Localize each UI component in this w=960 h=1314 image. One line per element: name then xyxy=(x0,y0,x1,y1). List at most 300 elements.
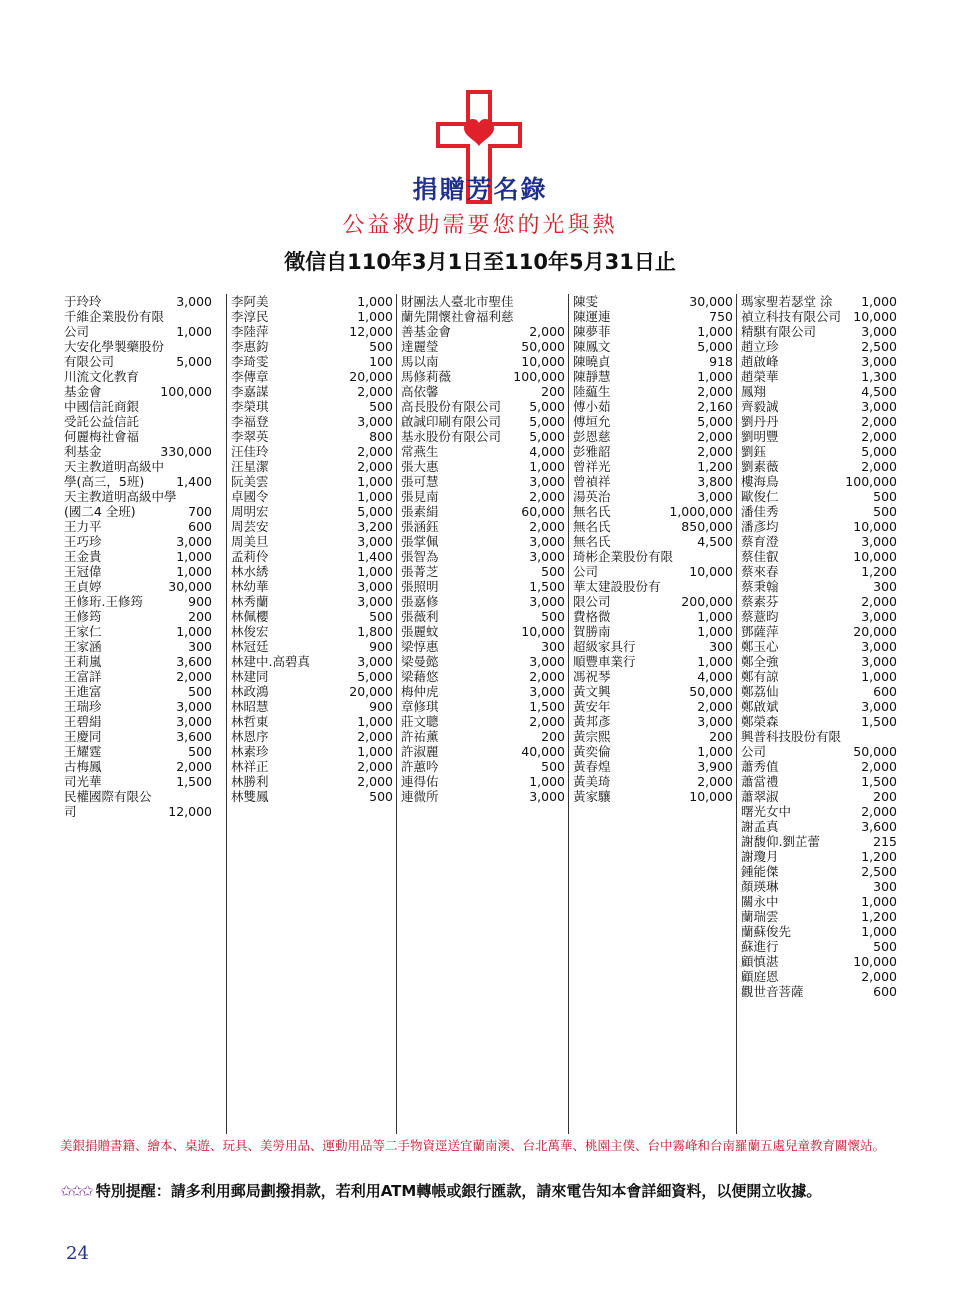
donation-amount: 1,500 xyxy=(529,579,565,594)
donation-amount: 3,000 xyxy=(176,534,212,549)
donation-amount: 500 xyxy=(873,939,897,954)
donor-name: 李榮琪 xyxy=(231,399,269,414)
donor-row xyxy=(227,624,397,639)
donation-amount: 2,000 xyxy=(357,759,393,774)
donor-row xyxy=(737,804,901,819)
donor-row xyxy=(569,399,737,414)
donor-name: 王瑞珍 xyxy=(64,699,102,714)
donor-name: 陳靜慧 xyxy=(573,369,611,384)
donor-name: 李陸萍 xyxy=(231,324,269,339)
donation-amount: 200,000 xyxy=(681,594,733,609)
donation-amount: 3,000 xyxy=(176,714,212,729)
donor-name: 林俊宏 xyxy=(231,624,269,639)
donation-amount: 3,800 xyxy=(697,474,733,489)
donation-amount: 500 xyxy=(369,339,393,354)
donor-row xyxy=(737,324,901,339)
donation-amount: 1,000 xyxy=(176,624,212,639)
donor-row xyxy=(227,294,397,309)
donor-name: 啟誠印刷有限公司 xyxy=(401,414,502,429)
donor-row xyxy=(737,549,901,564)
donor-name: 鄧薩萍 xyxy=(741,624,779,639)
donor-name: 樓海鳥 xyxy=(741,474,779,489)
donation-amount: 3,000 xyxy=(861,324,897,339)
donation-amount: 1,000 xyxy=(357,309,393,324)
donor-name: 孟莉伶 xyxy=(231,549,269,564)
donation-amount: 1,000 xyxy=(697,744,733,759)
donor-name: 林建同 xyxy=(231,669,269,684)
donor-row xyxy=(397,489,569,504)
donation-amount: 200 xyxy=(873,789,897,804)
donor-name: 林恩序 xyxy=(231,729,269,744)
donor-name: 馬以南 xyxy=(401,354,439,369)
donation-amount: 1,000 xyxy=(176,564,212,579)
special-reminder-text: 特別提醒：請多利用郵局劃撥捐款，若利用ATM轉帳或銀行匯款，請來電告知本會詳細資料，以便開立收據。 xyxy=(95,1182,822,1200)
donation-amount: 1,000 xyxy=(861,924,897,939)
donor-row xyxy=(227,639,397,654)
donor-name: 天主教道明高級中學(高三，5班) xyxy=(64,459,165,489)
donor-name: 蔡素芬 xyxy=(741,594,779,609)
donor-name: 大安化學製藥股份有限公司 xyxy=(64,339,165,369)
donation-amount: 1,000 xyxy=(357,564,393,579)
donor-row xyxy=(737,654,901,669)
donor-name: 費格微 xyxy=(573,609,611,624)
donation-amount: 3,600 xyxy=(176,729,212,744)
donor-name: 馮祝琴 xyxy=(573,669,611,684)
special-reminder xyxy=(60,1180,920,1201)
donor-row xyxy=(737,834,901,849)
donor-name: 張嘉修 xyxy=(401,594,439,609)
donor-row xyxy=(737,534,901,549)
donor-row xyxy=(60,489,216,519)
donor-row xyxy=(569,339,737,354)
donor-name: 鄭有諒 xyxy=(741,669,779,684)
donor-name: 華太建設股份有限公司 xyxy=(573,579,661,609)
donor-row xyxy=(60,774,216,789)
donation-amount: 10,000 xyxy=(853,549,897,564)
donor-name: 謝馥仰.劉芷蕾 xyxy=(741,834,820,849)
donation-amount: 3,000 xyxy=(357,414,393,429)
donation-amount: 3,000 xyxy=(861,354,897,369)
donation-amount: 10,000 xyxy=(521,354,565,369)
donor-name: 基永股份有限公司 xyxy=(401,429,502,444)
donor-name: 王家涵 xyxy=(64,639,102,654)
donation-amount: 1,000 xyxy=(697,369,733,384)
donor-name: 張可慧 xyxy=(401,474,439,489)
donor-row xyxy=(569,429,737,444)
donor-name: 張大惠 xyxy=(401,459,439,474)
donor-row xyxy=(227,339,397,354)
donor-row xyxy=(737,924,901,939)
donor-name: 蔡秉翰 xyxy=(741,579,779,594)
donor-row xyxy=(397,759,569,774)
donor-name: 高依馨 xyxy=(401,384,439,399)
donation-amount: 40,000 xyxy=(521,744,565,759)
donor-name: 興普科技股份有限公司 xyxy=(741,729,842,759)
donor-row xyxy=(397,579,569,594)
donor-row xyxy=(737,384,901,399)
donation-amount: 5,000 xyxy=(697,414,733,429)
donor-row xyxy=(60,654,216,669)
donor-name: 王耀霆 xyxy=(64,744,102,759)
donation-amount: 3,000 xyxy=(861,654,897,669)
donor-name: 潘佳秀 xyxy=(741,504,779,519)
donation-amount: 1,000 xyxy=(357,294,393,309)
donor-row xyxy=(227,474,397,489)
donation-amount: 2,000 xyxy=(176,759,212,774)
donor-row xyxy=(227,684,397,699)
donor-row xyxy=(737,609,901,624)
donation-amount: 3,000 xyxy=(529,594,565,609)
donation-amount: 918 xyxy=(709,354,733,369)
donor-row xyxy=(397,624,569,639)
donation-amount: 1,500 xyxy=(861,774,897,789)
donor-name: 無名氏 xyxy=(573,519,611,534)
donor-row xyxy=(397,774,569,789)
donation-amount: 100 xyxy=(369,354,393,369)
donor-row xyxy=(60,699,216,714)
donor-row xyxy=(227,789,397,804)
donor-row xyxy=(737,774,901,789)
donor-name: 張麗蚊 xyxy=(401,624,439,639)
donation-amount: 750 xyxy=(709,309,733,324)
donation-amount: 1,000 xyxy=(176,549,212,564)
donor-row xyxy=(569,444,737,459)
donation-amount: 800 xyxy=(369,429,393,444)
donor-row xyxy=(227,354,397,369)
donor-name: 王金貴 xyxy=(64,549,102,564)
donor-row xyxy=(397,609,569,624)
donor-name: 劉丹丹 xyxy=(741,414,779,429)
donor-name: 林昭慧 xyxy=(231,699,269,714)
donor-name: 民權國際有限公司 xyxy=(64,789,152,819)
donor-row xyxy=(569,519,737,534)
donor-row xyxy=(737,714,901,729)
donor-name: 李翠英 xyxy=(231,429,269,444)
donor-name: 觀世音菩薩 xyxy=(741,984,804,999)
donation-amount: 100,000 xyxy=(845,474,897,489)
donation-amount: 3,000 xyxy=(529,684,565,699)
donation-amount: 30,000 xyxy=(168,579,212,594)
donor-row xyxy=(569,609,737,624)
donation-amount: 500 xyxy=(369,399,393,414)
donor-row xyxy=(227,504,397,519)
donor-row xyxy=(569,684,737,699)
donor-name: 章修琪 xyxy=(401,699,439,714)
donor-row xyxy=(569,774,737,789)
donor-row xyxy=(397,699,569,714)
donor-row xyxy=(737,879,901,894)
donation-amount: 1,200 xyxy=(861,909,897,924)
donor-row xyxy=(60,714,216,729)
donation-amount: 500 xyxy=(369,789,393,804)
donor-row xyxy=(569,369,737,384)
donor-name: 劉素薇 xyxy=(741,459,779,474)
donor-name: 卓國令 xyxy=(231,489,269,504)
donation-amount: 3,000 xyxy=(529,654,565,669)
donation-amount: 3,000 xyxy=(357,654,393,669)
donor-row xyxy=(397,414,569,429)
donation-amount: 3,000 xyxy=(529,474,565,489)
donation-amount: 2,000 xyxy=(697,444,733,459)
donor-name: 潘彥均 xyxy=(741,519,779,534)
donor-name: 精騏有限公司 xyxy=(741,324,817,339)
donation-amount: 3,000 xyxy=(861,699,897,714)
donation-amount: 850,000 xyxy=(681,519,733,534)
donor-row xyxy=(737,819,901,834)
donation-amount: 10,000 xyxy=(521,624,565,639)
donation-amount: 3,000 xyxy=(861,639,897,654)
donation-amount: 2,000 xyxy=(529,489,565,504)
donor-row xyxy=(60,789,216,819)
donation-amount: 300 xyxy=(873,579,897,594)
donor-name: 黃春煌 xyxy=(573,759,611,774)
donor-name: 無名氏 xyxy=(573,504,611,519)
donor-row xyxy=(569,654,737,669)
donor-name: 林秀蘭 xyxy=(231,594,269,609)
donor-name: 蘇進行 xyxy=(741,939,779,954)
donation-note: 美銀捐贈書籍、繪本、桌遊、玩具、美勞用品、運動用品等二手物資逕送宜蘭南澳、台北萬華、桃園主僕、台中霧峰和台南羅蘭五處兒童教育關懷站。 xyxy=(60,1138,886,1153)
donor-row xyxy=(737,954,901,969)
donor-row xyxy=(569,294,737,309)
donor-row xyxy=(60,549,216,564)
donor-name: 達麗瑩 xyxy=(401,339,439,354)
donation-amount: 500 xyxy=(369,609,393,624)
donor-row xyxy=(227,774,397,789)
donor-name: 林哲東 xyxy=(231,714,269,729)
donor-name: 瑪家聖若瑟堂 涂 xyxy=(741,294,833,309)
donor-name: 歐俊仁 xyxy=(741,489,779,504)
donation-amount: 215 xyxy=(873,834,897,849)
donor-name: 謝瓊月 xyxy=(741,849,779,864)
donor-name: 鄭荔仙 xyxy=(741,684,779,699)
donor-row xyxy=(227,369,397,384)
donation-amount: 1,000 xyxy=(861,294,897,309)
donor-name: 趙立珍 xyxy=(741,339,779,354)
donor-name: 黃邦彥 xyxy=(573,714,611,729)
donation-amount: 5,000 xyxy=(357,504,393,519)
donation-amount: 2,000 xyxy=(176,669,212,684)
donor-name: 古梅鳳 xyxy=(64,759,102,774)
donation-amount: 600 xyxy=(873,684,897,699)
donation-amount: 1,000 xyxy=(697,609,733,624)
donor-row xyxy=(60,669,216,684)
donation-amount: 2,000 xyxy=(357,774,393,789)
donor-row xyxy=(737,444,901,459)
donation-amount: 600 xyxy=(873,984,897,999)
donor-name: 黃家驤 xyxy=(573,789,611,804)
donor-name: 趙啟峰 xyxy=(741,354,779,369)
donation-amount: 3,000 xyxy=(861,399,897,414)
donor-name: 超級家具行 xyxy=(573,639,636,654)
donor-name: 蔡佳叡 xyxy=(741,549,779,564)
donor-row xyxy=(569,744,737,759)
donor-name: 千維企業股份有限公司 xyxy=(64,309,165,339)
page-title: 捐贈芳名錄 xyxy=(412,175,548,204)
donor-name: 陳曉貞 xyxy=(573,354,611,369)
donor-row xyxy=(60,519,216,534)
donor-row xyxy=(397,684,569,699)
donor-row xyxy=(60,564,216,579)
donation-amount: 3,000 xyxy=(176,699,212,714)
donor-name: 張掌佩 xyxy=(401,534,439,549)
donor-row xyxy=(737,864,901,879)
donor-name: 蕭翠淑 xyxy=(741,789,779,804)
donation-amount: 3,000 xyxy=(529,534,565,549)
donor-row xyxy=(397,744,569,759)
donor-column-3 xyxy=(396,294,569,1134)
donor-name: 林素珍 xyxy=(231,744,269,759)
donor-name: 齊毅誠 xyxy=(741,399,779,414)
donor-name: 王力平 xyxy=(64,519,102,534)
donation-amount: 5,000 xyxy=(529,429,565,444)
donor-name: 李淳民 xyxy=(231,309,269,324)
donation-amount: 3,000 xyxy=(697,489,733,504)
donor-name: 鳳翔 xyxy=(741,384,767,399)
donation-amount: 2,000 xyxy=(861,804,897,819)
donor-row xyxy=(569,789,737,804)
donation-amount: 1,000 xyxy=(697,654,733,669)
donor-name: 莊文聰 xyxy=(401,714,439,729)
donor-name: 林佩櫻 xyxy=(231,609,269,624)
donation-amount: 500 xyxy=(541,759,565,774)
donor-row xyxy=(569,324,737,339)
donor-row xyxy=(737,474,901,489)
donor-row xyxy=(397,729,569,744)
donation-amount: 3,600 xyxy=(861,819,897,834)
donor-row xyxy=(737,939,901,954)
donation-amount: 5,000 xyxy=(529,399,565,414)
donor-name: 黃宗熙 xyxy=(573,729,611,744)
donor-row xyxy=(227,324,397,339)
donor-name: 順豐車業行 xyxy=(573,654,636,669)
donor-name: 曾禎祥 xyxy=(573,474,611,489)
donation-amount: 600 xyxy=(188,519,212,534)
donor-row xyxy=(397,549,569,564)
donor-row xyxy=(60,309,216,339)
donor-row xyxy=(569,414,737,429)
donor-name: 黃美琦 xyxy=(573,774,611,789)
donor-row xyxy=(397,444,569,459)
donor-name: 李福登 xyxy=(231,414,269,429)
donation-amount: 2,000 xyxy=(861,459,897,474)
donor-row xyxy=(569,729,737,744)
donation-amount: 2,500 xyxy=(861,339,897,354)
donation-amount: 10,000 xyxy=(689,564,733,579)
donor-name: 于玲玲 xyxy=(64,294,102,309)
donor-name: 曾祥光 xyxy=(573,459,611,474)
donation-amount: 2,000 xyxy=(697,699,733,714)
donation-amount: 200 xyxy=(188,609,212,624)
donation-amount: 10,000 xyxy=(853,309,897,324)
donor-row xyxy=(227,564,397,579)
donor-row xyxy=(60,594,216,609)
donor-name: 天主教道明高級中學(國二4 全班) xyxy=(64,489,177,519)
donation-amount: 2,160 xyxy=(697,399,733,414)
donation-amount: 300 xyxy=(188,639,212,654)
donor-column-5 xyxy=(736,294,901,1134)
donor-row xyxy=(227,399,397,414)
donation-amount: 1,500 xyxy=(529,699,565,714)
donor-row xyxy=(737,339,901,354)
donor-row xyxy=(737,624,901,639)
donor-name: 黃安年 xyxy=(573,699,611,714)
donor-row xyxy=(737,369,901,384)
donor-name: 中國信託商銀受託公益信託何麗梅社會福利基金 xyxy=(64,399,140,459)
donor-name: 王修筠 xyxy=(64,609,102,624)
donor-row xyxy=(227,759,397,774)
donor-name: 連微所 xyxy=(401,789,439,804)
donor-name: 許蕙吟 xyxy=(401,759,439,774)
donation-amount: 1,000,000 xyxy=(669,504,733,519)
donor-row xyxy=(397,714,569,729)
donor-name: 鄭全強 xyxy=(741,654,779,669)
donor-name: 王巧珍 xyxy=(64,534,102,549)
donation-amount: 1,200 xyxy=(861,564,897,579)
donor-row xyxy=(569,309,737,324)
donor-row xyxy=(569,699,737,714)
donor-name: 關永中 xyxy=(741,894,779,909)
donor-name: 許淑麗 xyxy=(401,744,439,759)
donation-amount: 1,000 xyxy=(697,324,733,339)
donor-row xyxy=(569,669,737,684)
donor-row xyxy=(737,909,901,924)
donor-row xyxy=(737,969,901,984)
donation-amount: 5,000 xyxy=(529,414,565,429)
donor-name: 劉明豐 xyxy=(741,429,779,444)
donor-row xyxy=(397,369,569,384)
donor-name: 顧慎湛 xyxy=(741,954,779,969)
donation-amount: 3,000 xyxy=(861,609,897,624)
donor-name: 林冠廷 xyxy=(231,639,269,654)
donor-row xyxy=(60,759,216,774)
donor-name: 王碧絹 xyxy=(64,714,102,729)
donor-row xyxy=(227,594,397,609)
donor-row xyxy=(227,579,397,594)
donor-name: 賀勝南 xyxy=(573,624,611,639)
donor-name: 梁惇惠 xyxy=(401,639,439,654)
donor-row xyxy=(227,654,397,669)
donor-row xyxy=(737,414,901,429)
donor-row xyxy=(227,714,397,729)
donation-amount: 200 xyxy=(709,729,733,744)
donor-column-2 xyxy=(226,294,397,1134)
donor-row xyxy=(737,294,901,309)
donation-amount: 300 xyxy=(541,639,565,654)
donation-amount: 300 xyxy=(873,879,897,894)
donor-row xyxy=(737,429,901,444)
donor-name: 梁藉悠 xyxy=(401,669,439,684)
donor-row xyxy=(397,594,569,609)
donor-row xyxy=(227,699,397,714)
donation-amount: 1,000 xyxy=(529,774,565,789)
donor-name: 陳運連 xyxy=(573,309,611,324)
donation-amount: 2,000 xyxy=(697,774,733,789)
donation-amount: 3,900 xyxy=(697,759,733,774)
donor-name: 傅垣允 xyxy=(573,414,611,429)
donor-name: 高長股份有限公司 xyxy=(401,399,502,414)
donation-amount: 500 xyxy=(873,504,897,519)
donor-row xyxy=(569,474,737,489)
donor-row xyxy=(397,384,569,399)
donor-name: 阮美雲 xyxy=(231,474,269,489)
donor-row xyxy=(397,669,569,684)
donor-name: 張照明 xyxy=(401,579,439,594)
donor-row xyxy=(737,459,901,474)
donation-amount: 3,200 xyxy=(357,519,393,534)
donor-row xyxy=(569,714,737,729)
donor-row xyxy=(569,579,737,609)
donation-amount: 1,000 xyxy=(357,744,393,759)
